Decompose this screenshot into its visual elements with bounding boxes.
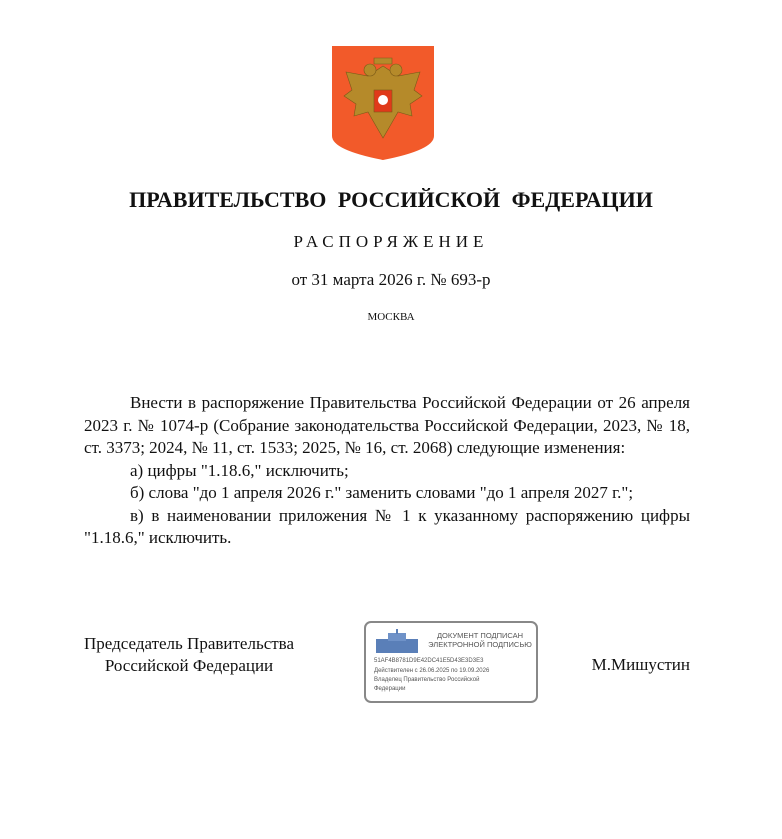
page-title: ПРАВИТЕЛЬСТВО РОССИЙСКОЙ ФЕДЕРАЦИИ	[129, 187, 653, 212]
position-line-2: Российской Федерации	[104, 656, 274, 675]
body-item-c: в) в наименовании приложения № 1 к указанному распоряжению цифры "1.18.6," исключить.	[84, 505, 690, 547]
document-type: РАСПОРЯЖЕНИЕ	[293, 232, 489, 251]
document-date-number: от 31 марта 2026 г. № 693-р	[291, 270, 491, 289]
body-item-a: а) цифры "1.18.6," исключить;	[130, 460, 349, 480]
stamp-header-line-2: ЭЛЕКТРОННОЙ ПОДПИСЬЮ	[428, 640, 532, 649]
stamp-owner-1: Владелец Правительство Российской	[374, 677, 480, 683]
body-intro: Внести в распоряжение Правительства Российской Федерации от 26 апреля 2023 г. № 1074-р (Собрание законодательства Российской Федерации, 2023, № 18, ст. 3373; 2024, № 11, ст. 1533; 2025, № 16, ст. 2068) следующие изменения:	[84, 393, 690, 457]
government-building-icon	[376, 629, 418, 653]
stamp-header	[426, 631, 534, 649]
document-body	[84, 392, 690, 550]
body-item-b: б) слова "до 1 апреля 2026 г." заменить словами "до 1 апреля 2027 г.";	[130, 483, 634, 502]
coat-of-arms-emblem	[332, 46, 434, 160]
document-city: МОСКВА	[367, 311, 415, 323]
stamp-header-line-1: ДОКУМЕНТ ПОДПИСАН	[436, 631, 524, 640]
stamp-validity: Действителен с 26.06.2025 по 19.09.2026	[374, 668, 490, 674]
stamp-owner-2: Федерации	[374, 686, 406, 692]
stamp-serial: 51AF4B8781D9E42DC41E5D43E3D3E3	[374, 658, 484, 664]
signatory-name: М.Мишустин	[591, 655, 690, 674]
electronic-signature-stamp	[364, 621, 538, 703]
signatory-position	[84, 633, 294, 677]
position-line-1: Председатель Правительства	[84, 634, 295, 653]
